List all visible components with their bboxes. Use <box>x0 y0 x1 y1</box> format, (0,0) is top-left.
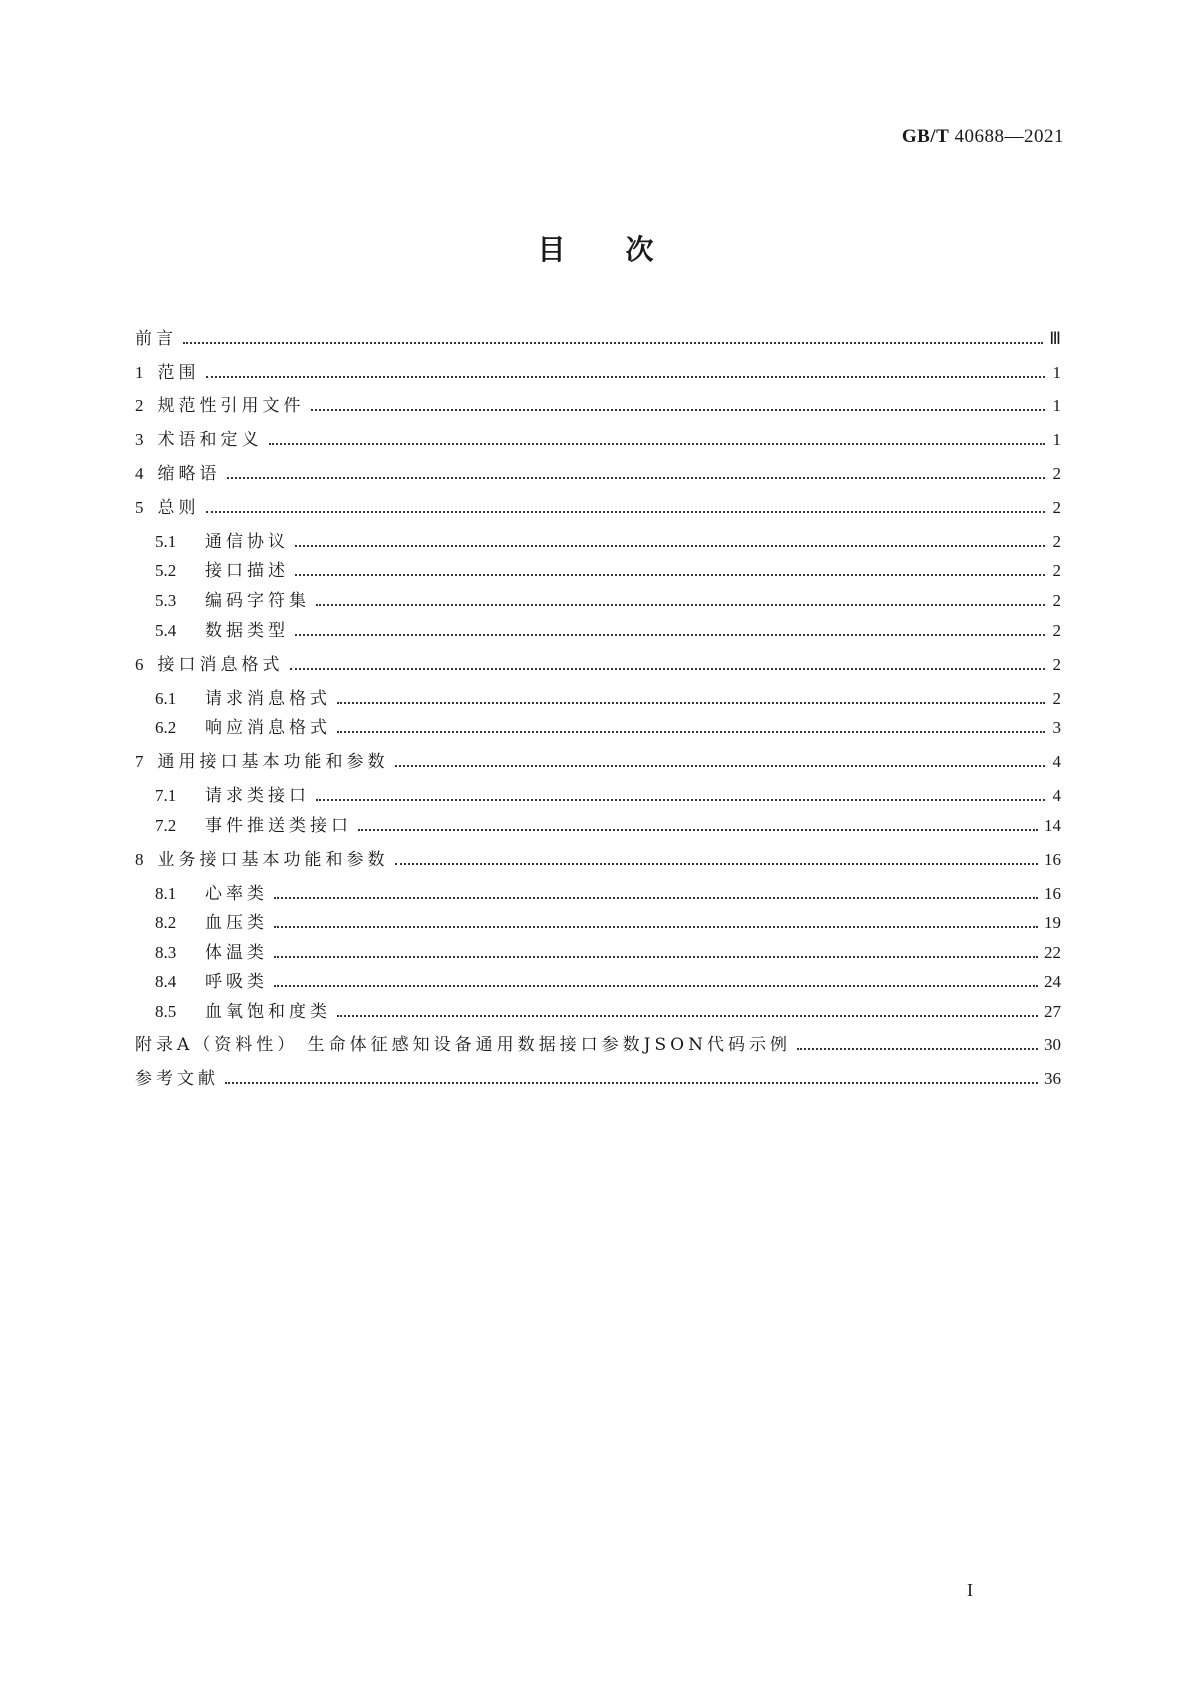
toc-dot-leader <box>316 589 1045 613</box>
toc-dot-leader <box>183 327 1043 351</box>
toc-entry-number: 7 <box>135 752 144 771</box>
toc-dot-leader <box>358 814 1038 838</box>
toc-dot-leader <box>295 559 1045 583</box>
toc-entry-title: 接口消息格式 <box>157 655 284 675</box>
toc-entry-page: 3 <box>1052 718 1061 737</box>
toc-entry-title: 呼吸类 <box>205 972 268 992</box>
toc-entry-title: 事件推送类接口 <box>205 816 352 836</box>
toc-entry-number: 7.2 <box>155 816 177 835</box>
toc-entry[interactable] <box>135 361 1061 385</box>
toc-dot-leader <box>206 361 1046 385</box>
toc-entry-title: 数据类型 <box>205 621 289 641</box>
toc-entry-page: 24 <box>1044 972 1061 991</box>
toc-entry[interactable] <box>155 970 1061 994</box>
toc-dot-leader <box>295 619 1045 643</box>
toc-entry-number: 3 <box>135 430 144 449</box>
toc-entry[interactable] <box>135 750 1061 774</box>
toc-entry-title: 通信协议 <box>205 532 289 552</box>
toc-dot-leader <box>395 848 1039 872</box>
toc-entry-page: 30 <box>1044 1035 1061 1054</box>
toc-entry-title: 术语和定义 <box>157 430 263 450</box>
toc-entry-title: 通用接口基本功能和参数 <box>157 752 389 772</box>
toc-entry[interactable] <box>155 716 1061 740</box>
toc-entry-title: 编码字符集 <box>205 591 310 611</box>
toc-entry-number: 8 <box>135 850 144 869</box>
toc-entry-page: 4 <box>1052 786 1061 805</box>
standard-prefix: GB/T <box>901 126 950 147</box>
toc-entry-title: 血压类 <box>205 913 268 933</box>
toc-entry[interactable] <box>155 941 1061 965</box>
toc-entry-number: 6.2 <box>155 718 177 737</box>
toc-entry-title: 参考文献 <box>135 1069 219 1089</box>
toc-entry-page: 36 <box>1044 1069 1061 1088</box>
toc-dot-leader <box>269 428 1046 452</box>
toc-dot-leader <box>337 716 1045 740</box>
toc-entry-page: 16 <box>1044 850 1061 869</box>
toc-entry-title: 缩略语 <box>157 464 221 484</box>
toc-entry[interactable] <box>135 462 1061 486</box>
toc-dot-leader <box>311 394 1046 418</box>
toc-entry-number: 5.4 <box>155 621 177 640</box>
toc-entry-page: 2 <box>1052 532 1061 551</box>
toc-entry-page: 4 <box>1052 752 1061 771</box>
toc-entry[interactable] <box>155 911 1061 935</box>
toc-entry[interactable] <box>135 327 1061 351</box>
toc-dot-leader <box>290 653 1046 677</box>
toc-dot-leader <box>395 750 1046 774</box>
toc-entry[interactable] <box>135 653 1061 677</box>
toc-entry-page: 27 <box>1044 1002 1061 1021</box>
toc-entry-title: 附录A（资料性） 生命体征感知设备通用数据接口参数JSON代码示例 <box>135 1035 791 1055</box>
toc-dot-leader <box>316 784 1045 808</box>
toc-entry-title: 请求类接口 <box>205 786 310 806</box>
toc-dot-leader <box>274 882 1038 906</box>
toc-entry-page: Ⅲ <box>1049 329 1061 348</box>
toc-dot-leader <box>227 462 1046 486</box>
toc-dot-leader <box>225 1067 1038 1091</box>
toc-entry[interactable] <box>135 848 1061 872</box>
toc-dot-leader <box>274 911 1038 935</box>
toc-entry-title: 血氧饱和度类 <box>205 1002 331 1022</box>
toc-dot-leader <box>295 530 1045 554</box>
toc-entry[interactable] <box>135 496 1061 520</box>
standard-code <box>902 126 1064 148</box>
toc-entry-title: 心率类 <box>205 884 268 904</box>
toc-entry-number: 2 <box>135 396 144 415</box>
toc-entry-page: 1 <box>1052 430 1061 449</box>
toc-entry-title: 业务接口基本功能和参数 <box>157 850 389 870</box>
toc-entry-number: 7.1 <box>155 786 177 805</box>
page-title: 目次 <box>537 233 714 266</box>
toc-entry-page: 22 <box>1044 943 1061 962</box>
toc-entry-number: 1 <box>135 363 144 382</box>
toc-entry-page: 2 <box>1052 561 1061 580</box>
toc-entry-number: 6 <box>135 655 144 674</box>
toc-dot-leader <box>337 687 1045 711</box>
toc-entry[interactable] <box>155 530 1061 554</box>
toc-entry-page: 2 <box>1052 464 1061 483</box>
toc-entry-number: 5.1 <box>155 532 177 551</box>
toc-entry-page: 2 <box>1052 591 1061 610</box>
toc-entry-number: 4 <box>135 464 144 483</box>
toc-entry-page: 2 <box>1052 621 1061 640</box>
toc-entry-page: 16 <box>1044 884 1061 903</box>
toc-entry-title: 体温类 <box>205 943 268 963</box>
toc-entry-number: 5.3 <box>155 591 177 610</box>
toc-dot-leader <box>274 941 1038 965</box>
toc-entry-number: 5.2 <box>155 561 177 580</box>
toc-dot-leader <box>797 1033 1038 1057</box>
toc-entry-page: 19 <box>1044 913 1061 932</box>
page-number: I <box>967 1580 973 1600</box>
standard-number: 40688—2021 <box>954 126 1064 147</box>
toc-entry-page: 14 <box>1044 816 1061 835</box>
toc-entry[interactable] <box>155 687 1061 711</box>
toc-entry-number: 8.4 <box>155 972 177 991</box>
toc-entry[interactable] <box>155 784 1061 808</box>
toc-entry-title: 范围 <box>157 363 200 383</box>
toc-entry[interactable] <box>155 882 1061 906</box>
toc-entry-title: 规范性引用文件 <box>157 396 305 416</box>
toc-entry-number: 5 <box>135 498 144 517</box>
toc-entry[interactable] <box>155 814 1061 838</box>
toc-entry-title: 接口描述 <box>205 561 289 581</box>
toc-entry-title: 请求消息格式 <box>205 689 331 709</box>
toc-entry[interactable] <box>135 1067 1061 1091</box>
toc-entry[interactable] <box>155 559 1061 583</box>
toc-dot-leader <box>206 496 1046 520</box>
toc-entry-number: 6.1 <box>155 689 177 708</box>
toc-entry-page: 2 <box>1052 689 1061 708</box>
toc-entry-page: 1 <box>1052 363 1061 382</box>
toc-entry-number: 8.2 <box>155 913 177 932</box>
toc-entry-page: 2 <box>1052 655 1061 674</box>
toc-dot-leader <box>274 970 1038 994</box>
toc-entry[interactable] <box>155 619 1061 643</box>
toc-entry[interactable] <box>155 1000 1061 1024</box>
toc-entry-number: 8.3 <box>155 943 177 962</box>
toc-entry[interactable] <box>135 1033 1061 1057</box>
toc-entry-number: 8.1 <box>155 884 177 903</box>
toc-entry[interactable] <box>155 589 1061 613</box>
toc-dot-leader <box>337 1000 1038 1024</box>
toc-entry-title: 响应消息格式 <box>205 718 331 738</box>
toc-entry-number: 8.5 <box>155 1002 177 1021</box>
toc-entry-page: 2 <box>1052 498 1061 517</box>
toc-entry-title: 总则 <box>157 498 200 518</box>
toc-entry[interactable] <box>135 394 1061 418</box>
toc-entry[interactable] <box>135 428 1061 452</box>
toc-entry-page: 1 <box>1052 396 1061 415</box>
toc-entry-title: 前言 <box>135 329 177 349</box>
